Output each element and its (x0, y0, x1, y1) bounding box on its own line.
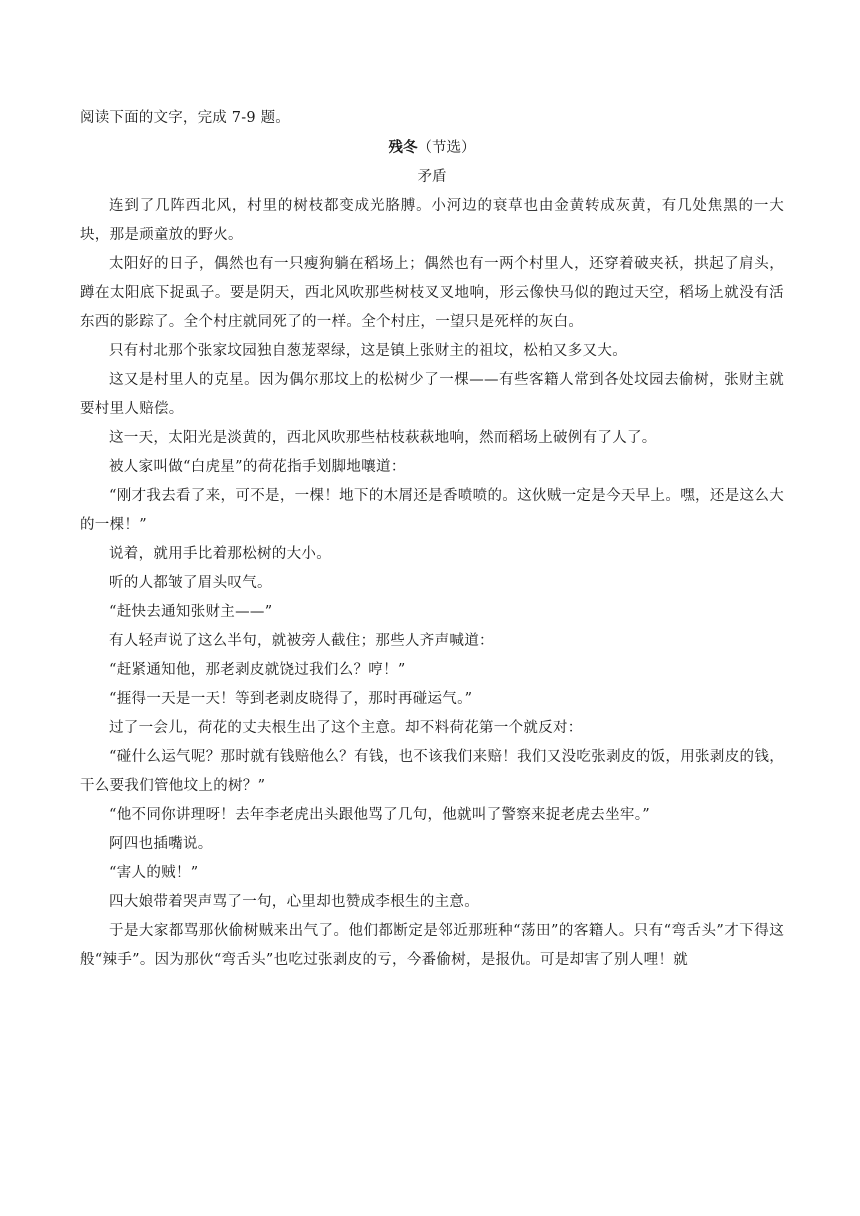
paragraph: 于是大家都骂那伙偷树贼来出气了。他们都断定是邻近那班种“荡田”的客籍人。只有“弯舌头”才下得这般“辣手”。因为那伙“弯舌头”也吃过张剥皮的亏，今番偷树，是报仇。可是却害了别人哩！就 (80, 923, 784, 968)
article-body (80, 192, 784, 975)
paragraph: “捱得一天是一天！等到老剥皮晓得了，那时再碰运气。” (109, 691, 473, 707)
paragraph: 太阳好的日子，偶然也有一只瘦狗躺在稻场上；偶然也有一两个村里人，还穿着破夹袄，拱起了肩头，蹲在太阳底下捉虱子。要是阴天，西北风吹那些树枝叉叉地响，形云像快马似的跑过天空，稻场上就没有活东西的影踪了。全个村庄就同死了的一样。全个村庄，一望只是死样的灰白。 (80, 256, 784, 330)
article-title-sub: （节选） (417, 140, 476, 156)
paragraph: “赶快去通知张财主——” (109, 604, 273, 620)
paragraph: 阿四也插嘴说。 (109, 836, 213, 852)
paragraph: 四大娘带着哭声骂了一句，心里却也赞成李根生的主意。 (109, 894, 479, 910)
paragraph: 这一天，太阳光是淡黄的，西北风吹那些枯枝萩萩地响，然而稻场上破例有了人了。 (109, 430, 657, 446)
paragraph: “碰什么运气呢？那时就有钱赔他么？有钱，也不该我们来赔！我们又没吃张剥皮的饭，用张剥皮的钱，干么要我们管他坟上的树？” (80, 749, 784, 794)
paragraph: “他不同你讲理呀！去年李老虎出头跟他骂了几句，他就叫了警察来捉老虎去坐牢。” (109, 807, 650, 823)
document-page (80, 104, 784, 975)
paragraph: 听的人都皱了眉头叹气。 (109, 575, 272, 591)
paragraph: 连到了几阵西北风，村里的树枝都变成光胳膊。小河边的衰草也由金黄转成灰黄，有几处焦黑的一大块，那是顽童放的野火。 (80, 198, 784, 243)
question-intro: 阅读下面的文字，完成 7-9 题。 (80, 110, 290, 126)
article-title (80, 133, 784, 163)
paragraph: “赶紧通知他，那老剥皮就饶过我们么？哼！” (109, 662, 406, 678)
paragraph: “刚才我去看了来，可不是，一棵！地下的木屑还是香喷喷的。这伙贼一定是今天早上。嘿，还是这么大的一棵！” (80, 488, 784, 533)
paragraph: 说着，就用手比着那松树的大小。 (109, 546, 331, 562)
article-author: 矛盾 (417, 169, 447, 185)
article-title-main: 残冬 (388, 139, 418, 156)
paragraph: “害人的贼！” (109, 865, 199, 881)
paragraph: 被人家叫做“白虎星”的荷花指手划脚地嚷道： (109, 459, 406, 475)
paragraph: 只有村北那个张家坟园独自葱茏翠绿，这是镇上张财主的祖坟，松柏又多又大。 (109, 343, 627, 359)
paragraph: 有人轻声说了这么半句，就被旁人截住；那些人齐声喊道： (109, 633, 494, 649)
paragraph: 过了一会儿，荷花的丈夫根生出了这个主意。却不料荷花第一个就反对： (109, 720, 583, 736)
paragraph: 这又是村里人的克星。因为偶尔那坟上的松树少了一棵——有些客籍人常到各处坟园去偷树，张财主就要村里人赔偿。 (80, 372, 784, 417)
